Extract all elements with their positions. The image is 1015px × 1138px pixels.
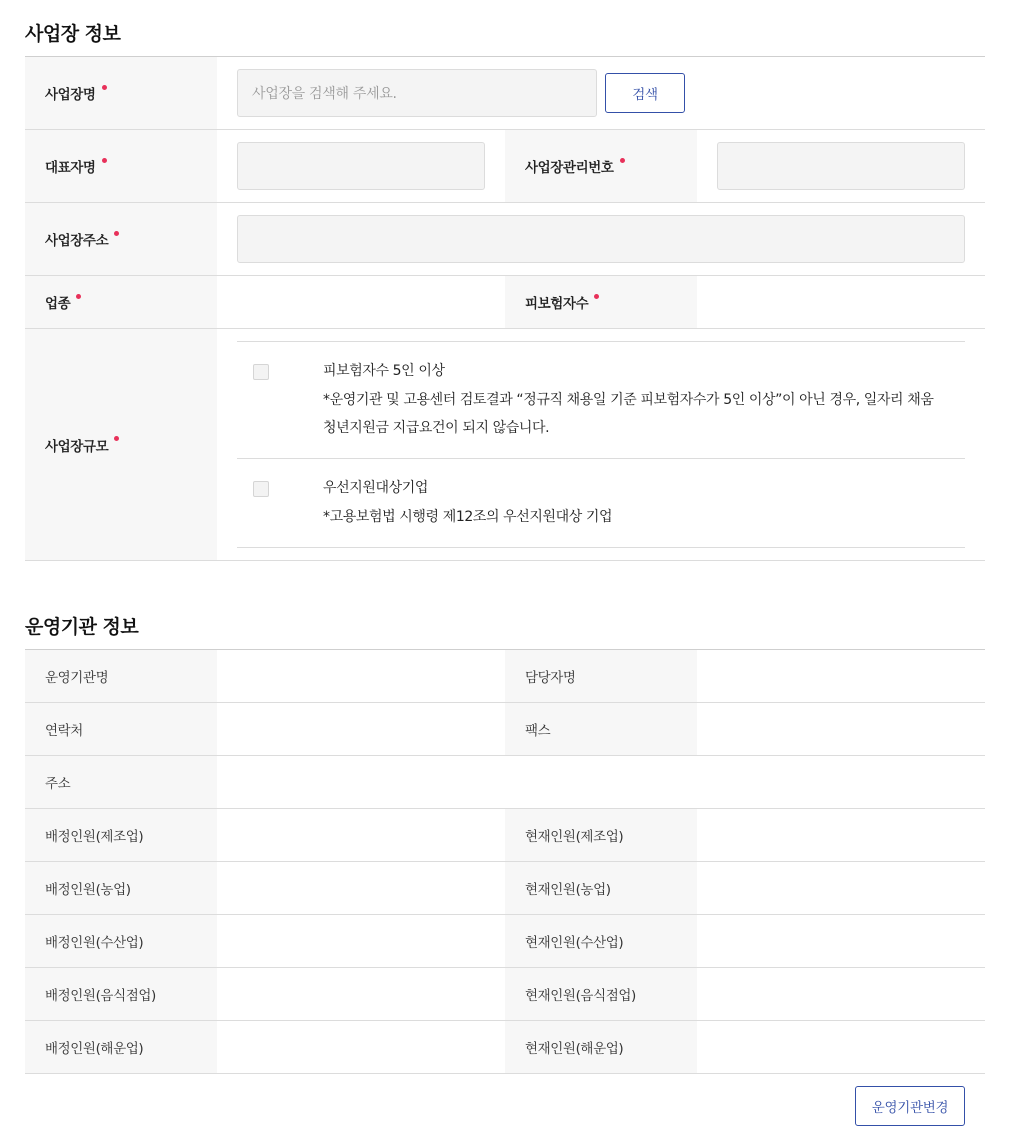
workplace-section-title: 사업장 정보 <box>25 23 121 45</box>
contact-header: 연락처 <box>25 703 217 755</box>
workplace-address-field[interactable] <box>237 215 965 263</box>
assigned-headcount-header: 배정인원(해운업) <box>25 1021 217 1073</box>
management-number-field[interactable] <box>717 142 965 190</box>
option-priority-checkbox[interactable] <box>253 481 269 497</box>
staffing-row <box>25 862 985 915</box>
current-headcount-header: 현재인원(제조업) <box>505 809 697 861</box>
workplace-scale-row <box>25 329 985 561</box>
workplace-name-header <box>25 57 217 129</box>
option-divider <box>237 458 965 459</box>
option-5plus-desc-cont: 청년지원금 지급요건이 되지 않습니다. <box>323 420 550 436</box>
option-priority-desc: *고용보험법 시행령 제12조의 우선지원대상 기업 <box>323 508 613 525</box>
option-priority-text <box>323 474 973 531</box>
management-number-label: 사업장관리번호 <box>525 160 614 176</box>
contact-row <box>25 703 985 756</box>
manager-header: 담당자명 <box>505 650 697 702</box>
option-5plus-desc: *운영기관 및 고용센터 검토결과 “정규직 채용일 기준 피보험자수가 5인 이상”이 아닌 경우, 일자리 채움 <box>323 391 934 408</box>
industry-header <box>25 276 217 328</box>
assigned-headcount-header: 배정인원(음식점업) <box>25 968 217 1020</box>
assigned-headcount-header: 배정인원(수산업) <box>25 915 217 967</box>
option-divider <box>237 547 965 548</box>
insured-count-label: 피보험자수 <box>525 296 589 312</box>
current-headcount-header: 현재인원(농업) <box>505 862 697 914</box>
assigned-headcount-header: 배정인원(농업) <box>25 862 217 914</box>
staffing-row <box>25 1021 985 1074</box>
insured-count-header <box>505 276 697 328</box>
current-headcount-header: 현재인원(해운업) <box>505 1021 697 1073</box>
agency-name-row <box>25 650 985 703</box>
agency-info-table <box>25 649 985 1074</box>
option-5plus-checkbox[interactable] <box>253 364 269 380</box>
option-5plus-title: 피보험자수 5인 이상 <box>323 363 445 379</box>
option-5plus-text <box>323 357 973 443</box>
workplace-address-header <box>25 203 217 275</box>
agency-section-title: 운영기관 정보 <box>25 616 139 638</box>
workplace-search-input[interactable]: 사업장을 검색해 주세요. <box>237 69 597 117</box>
staffing-row <box>25 968 985 1021</box>
agency-address-header: 주소 <box>25 756 217 808</box>
required-dot-icon <box>114 231 119 236</box>
representative-header <box>25 130 217 202</box>
assigned-headcount-header: 배정인원(제조업) <box>25 809 217 861</box>
representative-label: 대표자명 <box>45 160 96 176</box>
representative-row <box>25 130 985 203</box>
required-dot-icon <box>114 436 119 441</box>
workplace-address-row <box>25 203 985 276</box>
workplace-scale-header <box>25 329 217 560</box>
change-agency-button[interactable]: 운영기관변경 <box>855 1086 965 1126</box>
agency-name-header: 운영기관명 <box>25 650 217 702</box>
workplace-name-row <box>25 57 985 130</box>
staffing-row <box>25 809 985 862</box>
option-divider <box>237 341 965 342</box>
required-dot-icon <box>76 294 81 299</box>
fax-header: 팩스 <box>505 703 697 755</box>
industry-row <box>25 276 985 329</box>
required-dot-icon <box>620 158 625 163</box>
required-dot-icon <box>594 294 599 299</box>
workplace-address-label: 사업장주소 <box>45 233 109 249</box>
required-dot-icon <box>102 158 107 163</box>
industry-label: 업종 <box>45 296 71 312</box>
option-priority-title: 우선지원대상기업 <box>323 480 428 496</box>
workplace-scale-label: 사업장규모 <box>45 438 109 455</box>
workplace-name-label: 사업장명 <box>45 87 96 103</box>
workplace-info-table <box>25 56 985 561</box>
staffing-row <box>25 915 985 968</box>
management-number-header <box>505 130 697 202</box>
required-dot-icon <box>102 85 107 90</box>
staffing-rows <box>25 809 985 1074</box>
representative-field[interactable] <box>237 142 485 190</box>
workplace-search-button[interactable]: 검색 <box>605 73 685 113</box>
agency-address-row <box>25 756 985 809</box>
current-headcount-header: 현재인원(수산업) <box>505 915 697 967</box>
current-headcount-header: 현재인원(음식점업) <box>505 968 697 1020</box>
